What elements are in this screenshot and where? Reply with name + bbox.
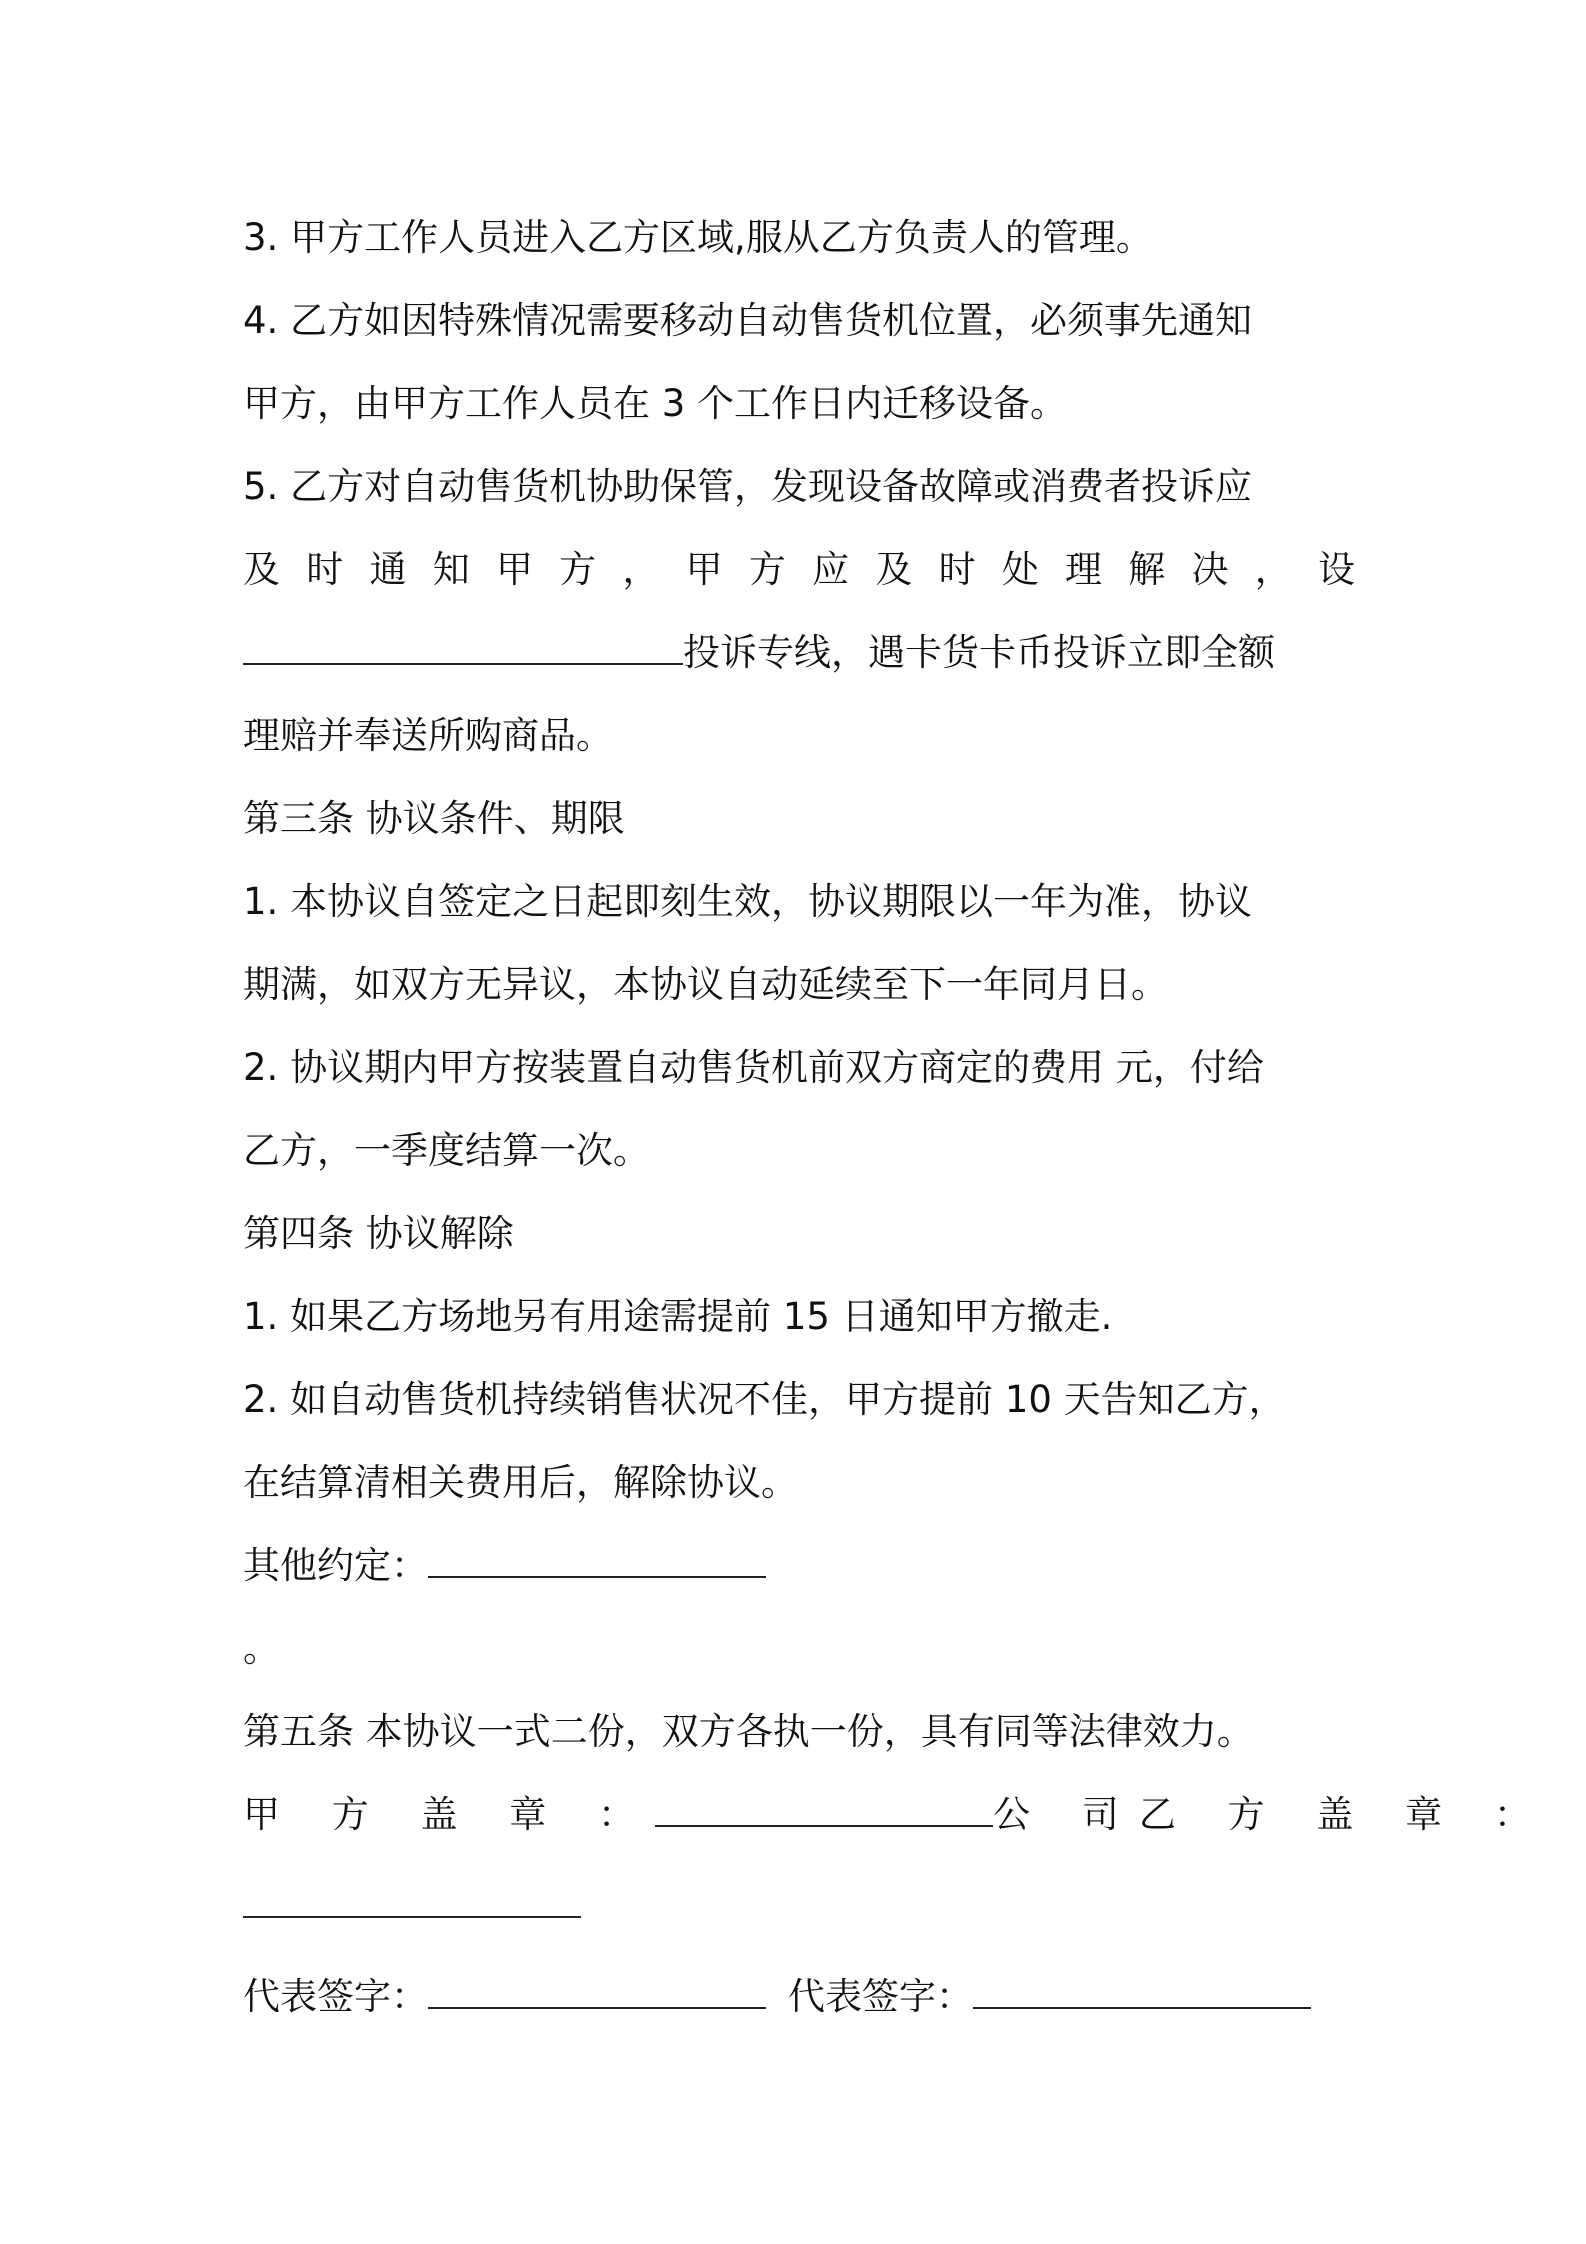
article-3-item-1-line-1: 1. 本协议自签定之日起即刻生效，协议期限以一年为准，协议 — [243, 880, 1253, 923]
article-4-heading: 第四条 协议解除 — [243, 1212, 514, 1255]
party-a-seal-blank — [655, 1795, 993, 1827]
article-3-item-1-line-2: 期满，如双方无异议，本协议自动延续至下一年同月日。 — [243, 963, 1168, 1006]
article-3-item-2-line-1: 2. 协议期内甲方按装置自动售货机前双方商定的费用 元，付给 — [243, 1046, 1264, 1089]
article-4-item-2-line-1: 2. 如自动售货机持续销售状况不佳，甲方提前 10 天告知乙方， — [243, 1378, 1286, 1421]
justified-char: 方 — [748, 548, 786, 591]
party-a-seal-label: 甲 方 盖 章 ： — [243, 1793, 656, 1836]
clause-item-5-line-1: 5. 乙方对自动售货机协助保管，发现设备故障或消费者投诉应 — [243, 465, 1253, 508]
justified-char: 解 — [1128, 548, 1166, 591]
party-a-rep-sign-label: 代表签字： — [243, 1975, 428, 2018]
other-agreements-label: 其他约定： — [243, 1544, 428, 1587]
clause-item-5-line-2 — [243, 528, 1355, 611]
party-b-seal-blank — [243, 1886, 581, 1918]
justified-char: 知 — [432, 548, 470, 591]
clause-item-3: 3. 甲方工作人员进入乙方区域,服从乙方负责人的管理。 — [243, 216, 1153, 259]
party-b-rep-sign-label: 代表签字： — [788, 1975, 973, 2018]
justified-char: 方 — [559, 548, 597, 591]
justified-char: 设 — [1317, 548, 1355, 591]
other-agreements-end: 。 — [243, 1627, 280, 1670]
clause-item-5-line-3 — [243, 611, 1355, 694]
representative-signature-row — [243, 1955, 1355, 2038]
article-4-item-2-line-2: 在结算清相关费用后，解除协议。 — [243, 1461, 798, 1504]
justified-char: 时 — [938, 548, 976, 591]
justified-char: ， — [622, 548, 660, 591]
party-b-rep-sign-blank — [973, 1977, 1311, 2009]
party-b-seal-label: 乙 方 盖 章 ： — [1138, 1793, 1551, 1836]
party-a-company-suffix: 公 司 — [993, 1793, 1139, 1836]
article-3-heading: 第三条 协议条件、期限 — [243, 797, 625, 840]
clause-item-4-line-2: 甲方，由甲方工作人员在 3 个工作日内迁移设备。 — [243, 382, 1068, 425]
justified-char: 甲 — [685, 548, 723, 591]
party-b-seal-blank-line — [243, 1864, 1355, 1947]
other-agreements-blank — [428, 1546, 766, 1578]
article-3-item-2-line-2: 乙方，一季度结算一次。 — [243, 1129, 650, 1172]
other-agreements-line — [243, 1524, 1355, 1607]
article-5-text: 第五条 本协议一式二份，双方各执一份，具有同等法律效力。 — [243, 1710, 1254, 1753]
justified-char: 及 — [243, 548, 280, 591]
justified-char: 通 — [369, 548, 407, 591]
justified-char: ， — [1254, 548, 1292, 591]
justified-char: 决 — [1191, 548, 1229, 591]
justified-char: 处 — [1001, 548, 1039, 591]
article-4-item-1: 1. 如果乙方场地另有用途需提前 15 日通知甲方撤走. — [243, 1295, 1113, 1338]
party-a-rep-sign-blank — [428, 1977, 766, 2009]
party-a-company — [655, 1773, 1139, 1856]
document-body — [243, 196, 1551, 2038]
justified-char: 应 — [812, 548, 850, 591]
justified-char: 时 — [306, 548, 344, 591]
clause-item-4-line-1: 4. 乙方如因特殊情况需要移动自动售货机位置，必须事先通知 — [243, 299, 1253, 342]
complaint-hotline-blank — [243, 633, 683, 665]
clause-item-5-line-4: 理赔并奉送所购商品。 — [243, 714, 613, 757]
justified-char: 理 — [1065, 548, 1103, 591]
clause-item-5-line-3-text: 投诉专线，遇卡货卡币投诉立即全额 — [683, 631, 1275, 674]
seal-row — [243, 1773, 1551, 1856]
justified-char: 及 — [875, 548, 913, 591]
justified-char: 甲 — [495, 548, 533, 591]
